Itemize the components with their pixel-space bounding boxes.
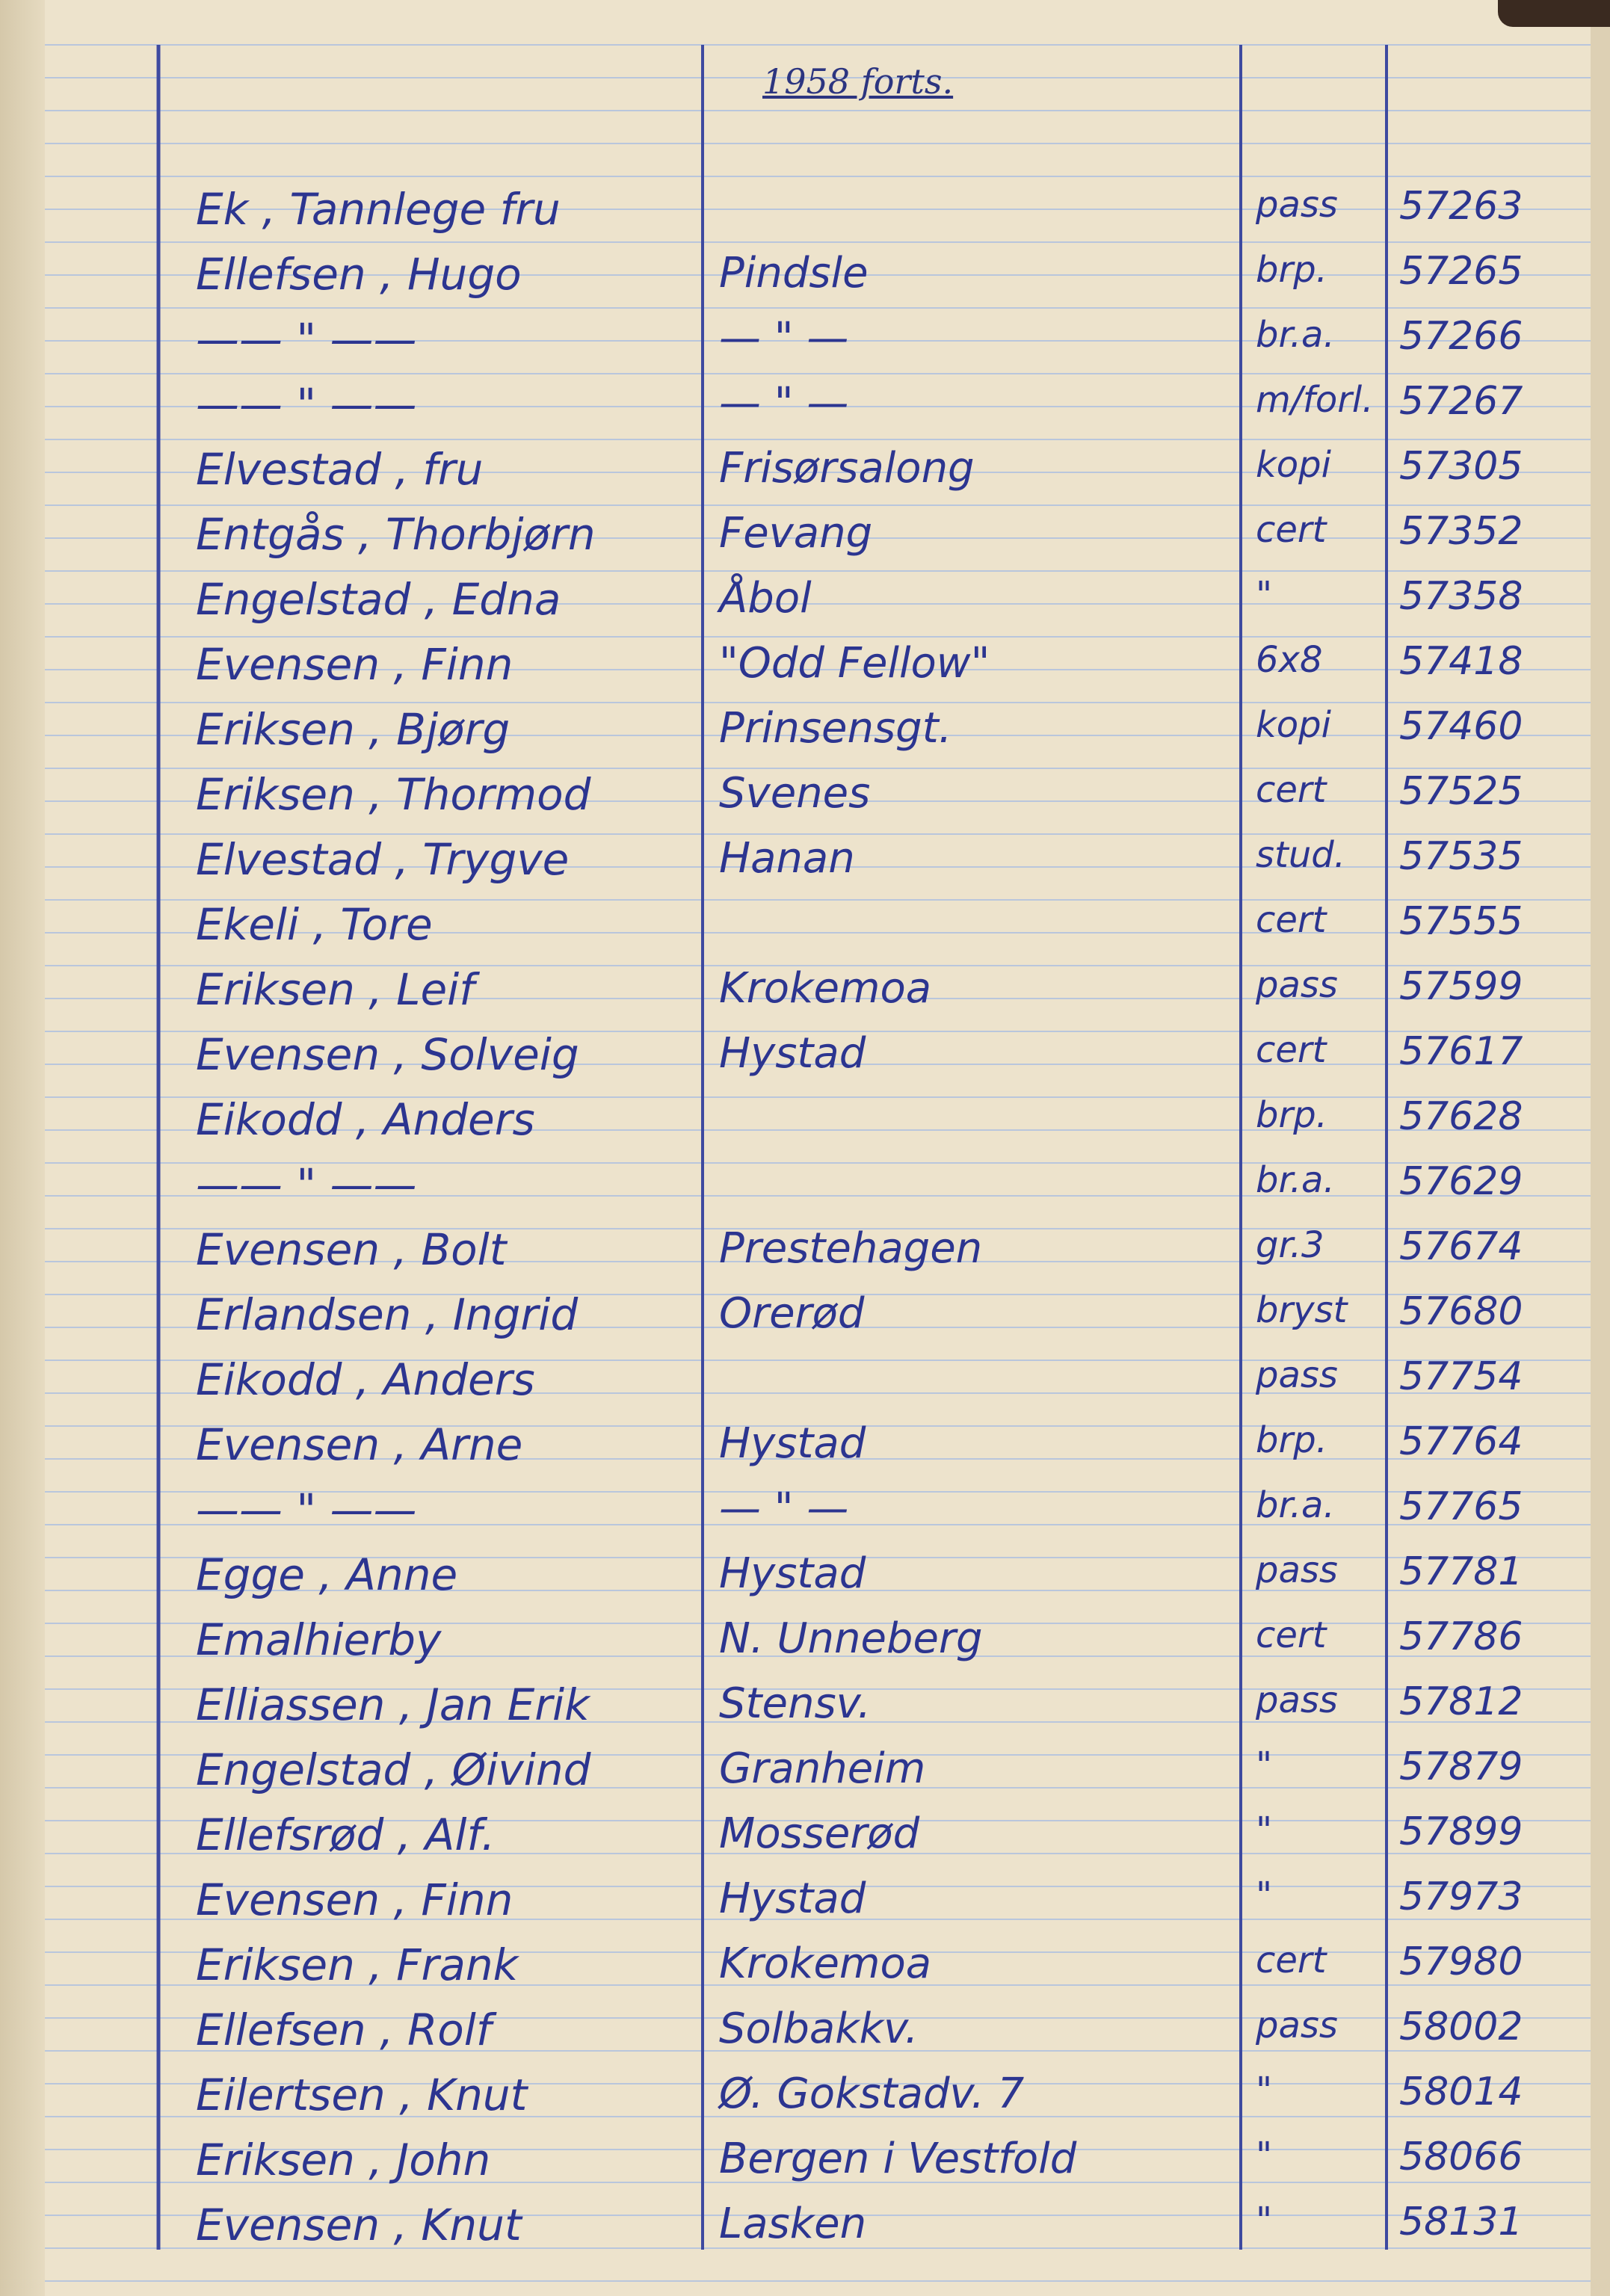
ledger-row <box>0 1344 1610 1408</box>
entry-type: cert <box>1256 899 1327 941</box>
entry-number: 57525 <box>1399 769 1523 814</box>
ledger-row <box>0 1409 1610 1473</box>
entry-place: Hystad <box>719 1874 866 1923</box>
entry-number: 57535 <box>1399 834 1523 879</box>
entry-name: Ek , Tannlege fru <box>196 184 561 235</box>
entry-place: — " — <box>719 1484 849 1533</box>
ledger-row <box>0 1214 1610 1278</box>
entry-name: Ellefsen , Rolf <box>196 2005 492 2055</box>
entry-name: —— " —— <box>196 1159 417 1210</box>
entry-place: Åbol <box>719 574 812 623</box>
entry-name: Evensen , Finn <box>196 1874 513 1925</box>
ledger-row <box>0 303 1610 368</box>
entry-name: Eriksen , John <box>196 2135 491 2185</box>
entry-number: 57305 <box>1399 444 1523 489</box>
ledger-row <box>0 1019 1610 1083</box>
entry-number: 57599 <box>1399 964 1523 1009</box>
ledger-row <box>0 889 1610 953</box>
entry-type: bryst <box>1256 1289 1348 1331</box>
entry-name: Eriksen , Bjørg <box>196 704 511 755</box>
entry-type: pass <box>1256 1549 1338 1591</box>
entry-number: 57781 <box>1399 1549 1523 1594</box>
entry-type: " <box>1256 2070 1273 2111</box>
entry-place: Pindsle <box>719 249 869 297</box>
entry-place: Prinsensgt. <box>719 704 952 753</box>
entry-type: brp. <box>1256 1419 1327 1461</box>
entry-type: m/forl. <box>1256 379 1374 421</box>
entry-type: cert <box>1256 1614 1327 1656</box>
entry-name: Eriksen , Leif <box>196 964 475 1015</box>
entry-type: pass <box>1256 184 1338 226</box>
entry-number: 57879 <box>1399 1744 1523 1789</box>
entry-number: 57786 <box>1399 1614 1523 1659</box>
ledger-row <box>0 1734 1610 1798</box>
entry-place: Fevang <box>719 509 873 558</box>
entry-type: brp. <box>1256 1094 1327 1136</box>
entry-number: 57266 <box>1399 314 1523 359</box>
entry-name: Eriksen , Frank <box>196 1939 519 1990</box>
entry-number: 57754 <box>1399 1354 1523 1399</box>
ledger-row <box>0 173 1610 238</box>
entry-place: Frisørsalong <box>719 444 975 493</box>
ledger-row <box>0 564 1610 628</box>
entry-name: Engelstad , Edna <box>196 574 561 625</box>
entry-name: Emalhierby <box>196 1614 442 1665</box>
entry-name: Elliassen , Jan Erik <box>196 1679 590 1730</box>
entry-type: brp. <box>1256 249 1327 291</box>
entry-name: Ellefsen , Hugo <box>196 249 522 300</box>
entry-name: Entgås , Thorbjørn <box>196 509 596 560</box>
entry-number: 58014 <box>1399 2070 1523 2114</box>
entry-name: Ellefsrød , Alf. <box>196 1809 496 1860</box>
entry-number: 57973 <box>1399 1874 1523 1919</box>
entry-type: cert <box>1256 769 1327 811</box>
entry-number: 57267 <box>1399 379 1523 424</box>
entry-type: kopi <box>1256 704 1331 746</box>
entry-place: Mosserød <box>719 1809 920 1858</box>
entry-number: 57765 <box>1399 1484 1523 1529</box>
entry-number: 57899 <box>1399 1809 1523 1854</box>
entry-type: " <box>1256 2200 1273 2241</box>
entry-place: Solbakkv. <box>719 2005 919 2053</box>
entry-name: Eriksen , Thormod <box>196 769 591 820</box>
entry-number: 57764 <box>1399 1419 1523 1464</box>
ledger-row <box>0 2189 1610 2253</box>
entry-type: cert <box>1256 1029 1327 1071</box>
ledger-row <box>0 1279 1610 1343</box>
entry-number: 57680 <box>1399 1289 1523 1334</box>
ledger-row <box>0 368 1610 433</box>
ledger-row <box>0 1149 1610 1213</box>
entry-place: Hystad <box>719 1549 866 1598</box>
entry-name: —— " —— <box>196 1484 417 1535</box>
entry-type: " <box>1256 1809 1273 1851</box>
ledger-row <box>0 433 1610 498</box>
entry-place: "Odd Fellow" <box>719 639 990 688</box>
ledger-row <box>0 499 1610 563</box>
ledger-row <box>0 629 1610 693</box>
ledger-row <box>0 2124 1610 2188</box>
ledger-row <box>0 1864 1610 1928</box>
entry-place: Krokemoa <box>719 964 932 1013</box>
entry-place: N. Unneberg <box>719 1614 983 1663</box>
entry-name: Evensen , Arne <box>196 1419 523 1470</box>
entry-type: " <box>1256 574 1273 616</box>
entry-number: 57263 <box>1399 184 1523 229</box>
entry-place: Krokemoa <box>719 1939 932 1988</box>
entry-number: 57460 <box>1399 704 1523 749</box>
entry-place: Hystad <box>719 1419 866 1468</box>
entry-name: Evensen , Knut <box>196 2200 522 2250</box>
ledger-row <box>0 1084 1610 1148</box>
entry-number: 58131 <box>1399 2200 1523 2244</box>
entry-place: Hanan <box>719 834 855 883</box>
ledger-row <box>0 1799 1610 1863</box>
entry-type: pass <box>1256 964 1338 1006</box>
entry-type: stud. <box>1256 834 1345 876</box>
entry-type: br.a. <box>1256 1484 1335 1526</box>
entry-number: 57418 <box>1399 639 1523 684</box>
entry-place: Stensv. <box>719 1679 871 1728</box>
entry-place: Prestehagen <box>719 1224 983 1273</box>
entry-name: —— " —— <box>196 314 417 365</box>
entry-type: " <box>1256 2135 1273 2176</box>
entry-type: br.a. <box>1256 1159 1335 1201</box>
entry-number: 57980 <box>1399 1939 1523 1984</box>
entry-name: Ekeli , Tore <box>196 899 433 950</box>
ledger-row <box>0 824 1610 888</box>
entry-number: 57352 <box>1399 509 1523 554</box>
entry-name: Elvestad , fru <box>196 444 484 495</box>
ledger-row <box>0 1604 1610 1668</box>
entry-type: cert <box>1256 509 1327 551</box>
entry-place: Granheim <box>719 1744 926 1793</box>
ledger-row <box>0 1669 1610 1733</box>
entry-name: Eilertsen , Knut <box>196 2070 528 2120</box>
entry-number: 57265 <box>1399 249 1523 294</box>
ledger-row <box>0 1539 1610 1603</box>
ledger-row <box>0 694 1610 758</box>
entry-place: Hystad <box>719 1029 866 1078</box>
entry-name: Eikodd , Anders <box>196 1354 535 1405</box>
entry-number: 57628 <box>1399 1094 1523 1139</box>
entry-place: Orerød <box>719 1289 865 1338</box>
entry-type: cert <box>1256 1939 1327 1981</box>
entry-name: Engelstad , Øivind <box>196 1744 591 1795</box>
entry-name: Eikodd , Anders <box>196 1094 535 1145</box>
entry-place: Lasken <box>719 2200 867 2248</box>
entry-name: Elvestad , Trygve <box>196 834 570 885</box>
entry-number: 57674 <box>1399 1224 1523 1269</box>
entry-number: 57617 <box>1399 1029 1523 1074</box>
entry-type: br.a. <box>1256 314 1335 356</box>
ledger-row <box>0 2059 1610 2123</box>
ledger-row <box>0 1474 1610 1538</box>
entry-name: Evensen , Finn <box>196 639 513 690</box>
entry-number: 57358 <box>1399 574 1523 619</box>
entry-type: pass <box>1256 1354 1338 1396</box>
entry-type: " <box>1256 1874 1273 1916</box>
entry-type: " <box>1256 1744 1273 1786</box>
entry-number: 57629 <box>1399 1159 1523 1204</box>
entry-type: 6x8 <box>1256 639 1323 681</box>
entry-place: Ø. Gokstadv. 7 <box>719 2070 1025 2118</box>
entry-type: pass <box>1256 1679 1338 1721</box>
ledger-row <box>0 954 1610 1018</box>
entry-name: Evensen , Solveig <box>196 1029 579 1080</box>
entry-place: Bergen i Vestfold <box>719 2135 1077 2183</box>
entry-type: gr.3 <box>1256 1224 1324 1266</box>
ledger-row <box>0 238 1610 303</box>
entry-type: pass <box>1256 2005 1338 2046</box>
entry-type: kopi <box>1256 444 1331 486</box>
entry-name: Erlandsen , Ingrid <box>196 1289 579 1340</box>
entry-name: Egge , Anne <box>196 1549 458 1600</box>
ledger-row <box>0 759 1610 823</box>
entry-place: Svenes <box>719 769 871 818</box>
ledger-row <box>0 1929 1610 1993</box>
entry-place: — " — <box>719 314 849 362</box>
entry-number: 58066 <box>1399 2135 1523 2179</box>
page-header: 1958 forts. <box>762 61 954 102</box>
entry-number: 57812 <box>1399 1679 1523 1724</box>
ledger-row <box>0 1994 1610 2058</box>
entry-name: Evensen , Bolt <box>196 1224 507 1275</box>
entry-number: 58002 <box>1399 2005 1523 2049</box>
entry-number: 57555 <box>1399 899 1523 944</box>
entry-name: —— " —— <box>196 379 417 430</box>
entry-place: — " — <box>719 379 849 428</box>
